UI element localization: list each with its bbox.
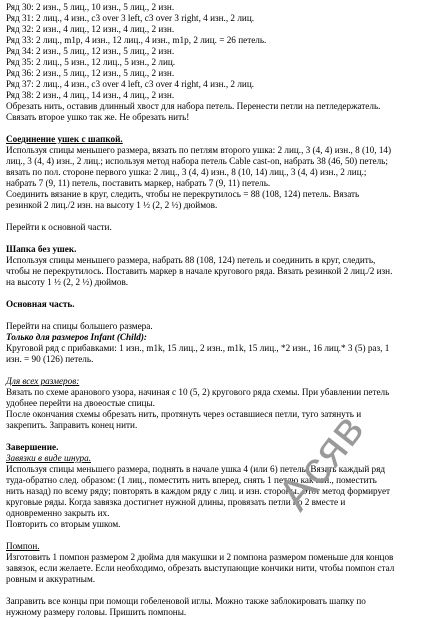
text-line: Вязать по схеме аранового узора, начиная с 10 (5, 2) кругового ряда схемы. При убавлении петель xyxy=(6,387,390,397)
row-line: Ряд 37: 2 лиц., 4 изн., c3 over 4 left, c3 over 4 right, 4 изн., 2 лиц. xyxy=(6,79,255,89)
text-line: Соединить вязание в круг, следить, чтобы не перекрутилось = 88 (108, 124) петель. Вязать xyxy=(6,189,360,199)
text-line: на высоту 1 ½ (2, 2 ½) дюймов. xyxy=(6,277,129,287)
row-line: Ряд 32: 2 изн., 4 лиц., 12 изн., 4 лиц., 2 изн. xyxy=(6,24,175,34)
text-line: вязать по пол. стороне первого ушка: 2 лиц., 3 (4, 4) изн., 8 (10, 14) лиц., 3 (4, 4) изн., 2 лиц.; xyxy=(6,167,367,177)
text-line: чтобы не перекрутилось. Поставить маркер в начале кругового ряда. Вязать резинкой 2 лиц./2 изн. xyxy=(6,266,393,276)
text-line: закрепить. Заправить конец нити. xyxy=(6,420,138,430)
section-joining-ears xyxy=(6,134,416,233)
text-line: Круговой ряд с прибавками: 1 изн., m1k, 15 лиц., 2 изн., m1k, 15 лиц., *2 изн., 16 лиц.* 3 (5) раз, 1 xyxy=(6,343,390,353)
text-line: резинкой 2 лиц./2 изн. на высоту 1 ½ (2, 2 ½) дюймов. xyxy=(6,200,218,210)
section-heading: Основная часть. xyxy=(6,299,75,309)
row-line: Ряд 31: 2 лиц., 4 изн., c3 over 3 left, c3 over 3 right, 4 изн., 2 лиц. xyxy=(6,13,255,23)
text-line: Обрезать нить, оставив длинный хвост для набора петель. Перенести петли на петледержатель. xyxy=(6,101,381,111)
text-line: Повторить со вторым ушком. xyxy=(6,519,121,529)
text-line: нужному размеру головы. Пришить помпоны. xyxy=(6,607,187,617)
section-pompom xyxy=(6,541,416,618)
text-line: изн. = 90 (126) петель. xyxy=(6,354,94,364)
section-subheading: Завязки в виде шнура. xyxy=(6,453,91,463)
text-line: лиц., 3 (4, 4) изн., 2 лиц.; используя метод набора петель Cable cast-on, набрать 38 (46, 50) петель; xyxy=(6,156,388,166)
text-line: Перейти на спицы большего размера. xyxy=(6,321,153,331)
text-line: нить назад) по всему ряду; повторять в каждом ряду с лиц. и изн. стороны. Этот метод формирует xyxy=(6,486,391,496)
row-line: Ряд 35: 2 лиц., 5 изн., 12 лиц., 5 изн., 2 лиц. xyxy=(6,57,176,67)
text-line: Используя спицы меньшего размера, набрать 88 (108, 124) петель и соединить в круг, следить, xyxy=(6,255,376,265)
section-heading: Помпон. xyxy=(6,541,40,551)
row-line: Ряд 38: 2 изн., 4 лиц., 14 изн., 4 лиц., 2 изн. xyxy=(6,90,175,100)
row-line: Ряд 30: 2 изн., 5 лиц., 10 изн., 5 лиц., 2 изн. xyxy=(6,2,175,12)
text-line: Используя спицы меньшего размера, поднять в начале ушка 4 (или 6) петель. Вязать каждый ряд xyxy=(6,464,386,474)
row-line: Ряд 33: 2 лиц., m1p, 4 изн., 12 лиц., 4 изн., m1p, 2 лиц. = 26 петель. xyxy=(6,35,267,45)
text-line: После окончания схемы обрезать нить, протянуть через оставшиеся петли, туго затянуть и xyxy=(6,409,362,419)
section-heading: Соединение ушек с шапкой. xyxy=(6,134,123,144)
row-line: Ряд 36: 2 изн., 5 лиц., 12 изн., 5 лиц., 2 изн. xyxy=(6,68,175,78)
text-line: удобнее перейти на двоеостые спицы. xyxy=(6,398,155,408)
text-line: Используя спицы меньшего размера, вязать по петлям второго ушка: 2 лиц., 3 (4, 4) изн., 8 (10, 14) xyxy=(6,145,392,155)
section-main-part xyxy=(6,299,416,365)
text-line: Изготовить 1 помпон размером 2 дюйма для макушки и 2 помпона размером поменьше для концов xyxy=(6,552,394,562)
text-line: туда-обратно след. образом: (1 лиц., поместить нить вперед, снять 1 петлю как изн., поместить xyxy=(6,475,377,485)
section-subheading: Для всех размеров: xyxy=(6,376,80,386)
text-line: Заправить все концы при помощи гобеленовой иглы. Можно также заблокировать шапку по xyxy=(6,596,366,606)
text-line: Связать второе ушко так же. Не обрезать нить! xyxy=(6,112,190,122)
text-line: Перейти к основной части. xyxy=(6,222,112,232)
section-heading: Завершение. xyxy=(6,442,59,452)
text-line: завязок, если желаете. Если необходимо, обрезать выступающие кончики нити, чтобы помпон стал xyxy=(6,563,395,573)
text-line: ровным и аккуратным. xyxy=(6,574,96,584)
section-subheading: Только для размеров Infant (Child): xyxy=(6,332,147,342)
row-line: Ряд 34: 2 изн., 5 лиц., 12 изн., 5 лиц., 2 изн. xyxy=(6,46,175,56)
section-heading: Шапка без ушек. xyxy=(6,244,77,254)
section-hat-without-ears xyxy=(6,244,416,288)
document-page xyxy=(6,2,416,618)
text-line: набрать 7 (9, 11) петель, поставить маркер, набрать 7 (9, 11) петель. xyxy=(6,178,271,188)
text-line: одновременно закрыть их. xyxy=(6,508,110,518)
row-list xyxy=(6,2,416,123)
watermark: Асяв xyxy=(267,403,375,520)
text-line: круговые ряды. Когда завязка достигнет нужной длины, провязать петли по 2 вместе и xyxy=(6,497,346,507)
